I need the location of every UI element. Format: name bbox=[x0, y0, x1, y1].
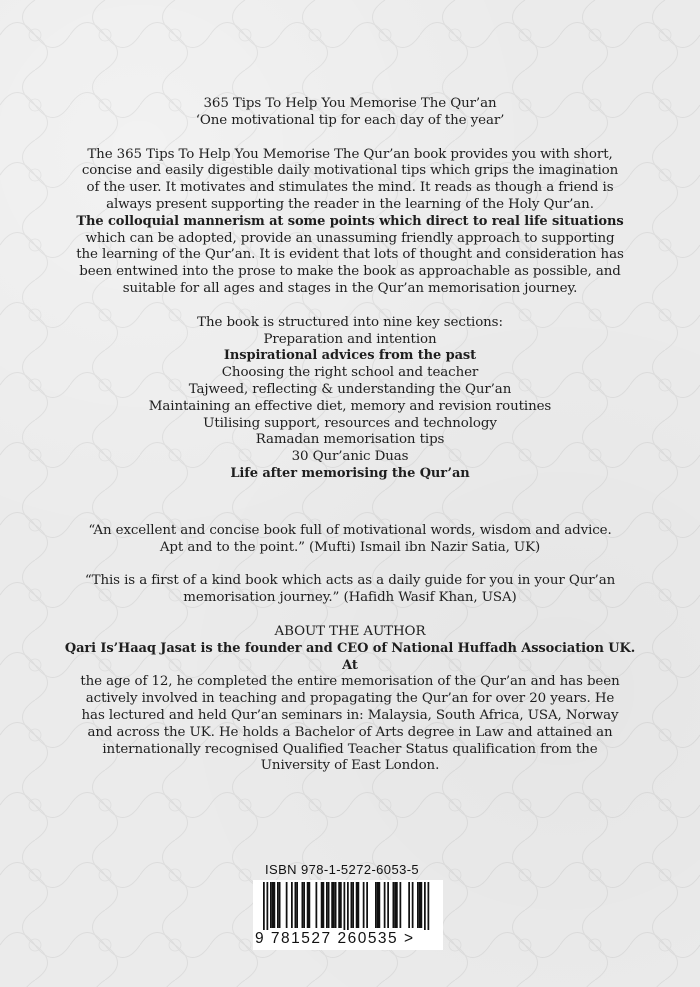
author-line: the age of 12, he completed the entire memorisation of the Qur’an and has been bbox=[80, 674, 620, 690]
barcode-bar bbox=[421, 882, 423, 928]
barcode-bar bbox=[400, 882, 402, 928]
barcode-bar bbox=[408, 882, 410, 928]
book-subtitle: ‘One motivational tip for each day of the year’ bbox=[195, 112, 505, 128]
barcode-bar bbox=[417, 882, 419, 928]
barcode-bar bbox=[366, 882, 368, 928]
barcode-bar bbox=[307, 882, 309, 928]
author-heading: ABOUT THE AUTHOR bbox=[274, 623, 426, 639]
description-line: suitable for all ages and stages in the Qur’an memorisation journey. bbox=[122, 280, 578, 296]
section-item: Life after memorising the Qur’an bbox=[230, 465, 470, 481]
barcode-bar bbox=[316, 882, 318, 928]
barcode-bar bbox=[352, 882, 354, 928]
description-line: which can be adopted, provide an unassuming friendly approach to supporting bbox=[85, 230, 615, 246]
description-line: of the user. It motivates and stimulates the mind. It reads as though a friend is bbox=[86, 180, 614, 196]
barcode-bar bbox=[375, 882, 377, 928]
review-line: “This is a first of a kind book which acts as a daily guide for you in your Qur’an bbox=[84, 573, 616, 589]
description bbox=[60, 147, 640, 298]
barcode-bar bbox=[321, 882, 323, 928]
barcode-bar bbox=[347, 882, 349, 932]
author-line: has lectured and held Qur’an seminars in: Malaysia, South Africa, USA, Norway bbox=[81, 707, 619, 723]
barcode-bar bbox=[331, 882, 333, 928]
section-item: Inspirational advices from the past bbox=[223, 348, 477, 364]
author-line: Qari Is’Haaq Jasat is the founder and CEO of National Huffadh Association UK. At bbox=[64, 640, 636, 673]
barcode-bar bbox=[379, 882, 381, 928]
barcode-bar bbox=[263, 882, 265, 932]
barcode-bar bbox=[267, 882, 269, 932]
barcode-bar bbox=[333, 882, 335, 928]
review-quote bbox=[60, 523, 640, 557]
review-line: Apt and to the point.” (Mufti) Ismail ibn Nazir Satia, UK) bbox=[159, 539, 541, 555]
barcode-bar bbox=[296, 882, 298, 928]
isbn-label: ISBN 978-1-5272-6053-5 bbox=[265, 862, 420, 877]
about-author bbox=[60, 624, 640, 775]
author-line: University of East London. bbox=[260, 758, 440, 774]
barcode-bar bbox=[328, 882, 330, 928]
description-line: The 365 Tips To Help You Memorise The Qur’an book provides you with short, bbox=[87, 146, 613, 162]
barcode-bar bbox=[291, 882, 293, 928]
barcode-bar bbox=[302, 882, 304, 928]
barcode-bar bbox=[274, 882, 276, 928]
section-item: Ramadan memorisation tips bbox=[255, 432, 445, 448]
barcode-bar bbox=[377, 882, 379, 928]
section-item: 30 Qur’anic Duas bbox=[291, 449, 409, 465]
barcode-bar bbox=[277, 882, 279, 928]
author-line: internationally recognised Qualified Teacher Status qualification from the bbox=[102, 741, 598, 757]
barcode-bar bbox=[279, 882, 281, 928]
description-line: concise and easily digestible daily motivational tips which grips the imagination bbox=[81, 163, 619, 179]
isbn-barcode bbox=[253, 862, 443, 947]
author-line: and across the UK. He holds a Bachelor of Arts degree in Law and attained an bbox=[87, 724, 613, 740]
barcode-bar bbox=[363, 882, 365, 928]
barcode-bar bbox=[358, 882, 360, 928]
author-line: actively involved in teaching and propagating the Qur’an for over 20 years. He bbox=[85, 691, 615, 707]
barcode-bar bbox=[335, 882, 337, 928]
barcode-bar bbox=[384, 882, 386, 928]
barcode-bar bbox=[428, 882, 430, 932]
barcode-bar bbox=[340, 882, 342, 928]
section-item: Preparation and intention bbox=[263, 331, 437, 347]
barcode-bar bbox=[387, 882, 389, 928]
barcode-bar bbox=[270, 882, 272, 928]
barcode-bar bbox=[356, 882, 358, 928]
barcode-bar bbox=[424, 882, 426, 932]
barcode-bar bbox=[272, 882, 274, 928]
section-item: Tajweed, reflecting & understanding the Qur’an bbox=[188, 381, 512, 397]
description-line: been entwined into the prose to make the book as approachable as possible, and bbox=[79, 264, 621, 280]
review-quote bbox=[60, 573, 640, 607]
section-item: Utilising support, resources and technology bbox=[203, 415, 497, 431]
book-title: 365 Tips To Help You Memorise The Qur’an bbox=[203, 96, 497, 111]
barcode-bars bbox=[253, 880, 443, 932]
cover-text bbox=[60, 96, 640, 775]
barcode-bar bbox=[351, 882, 353, 928]
description-line: always present supporting the reader in the learning of the Holy Qur’an. bbox=[106, 196, 594, 212]
barcode-digits: 9 781527 260535 > bbox=[253, 930, 443, 950]
barcode-bar bbox=[303, 882, 305, 928]
barcode-bar bbox=[295, 882, 297, 928]
review-line: “An excellent and concise book full of motivational words, wisdom and advice. bbox=[88, 522, 612, 538]
section-item: Maintaining an effective diet, memory and revision routines bbox=[148, 398, 552, 414]
barcode-bar bbox=[393, 882, 395, 928]
sections-intro: The book is structured into nine key sections: bbox=[197, 314, 503, 330]
barcode-bar bbox=[419, 882, 421, 928]
barcode-bar bbox=[309, 882, 311, 928]
review-line: memorisation journey.” (Hafidh Wasif Khan, USA) bbox=[183, 590, 517, 606]
barcode-bar bbox=[323, 882, 325, 928]
barcode-bar bbox=[338, 882, 340, 928]
barcode-bar bbox=[412, 882, 414, 928]
description-line: the learning of the Qur’an. It is evident that lots of thought and consideration has bbox=[76, 247, 624, 263]
description-line: The colloquial mannerism at some points which direct to real life situations bbox=[76, 213, 624, 229]
barcode-bar bbox=[326, 882, 328, 928]
barcode-bar bbox=[396, 882, 398, 928]
section-item: Choosing the right school and teacher bbox=[221, 365, 479, 381]
barcode-bar bbox=[286, 882, 288, 928]
barcode-bar bbox=[344, 882, 346, 932]
barcode-bar bbox=[394, 882, 396, 928]
sections-list bbox=[60, 315, 640, 483]
